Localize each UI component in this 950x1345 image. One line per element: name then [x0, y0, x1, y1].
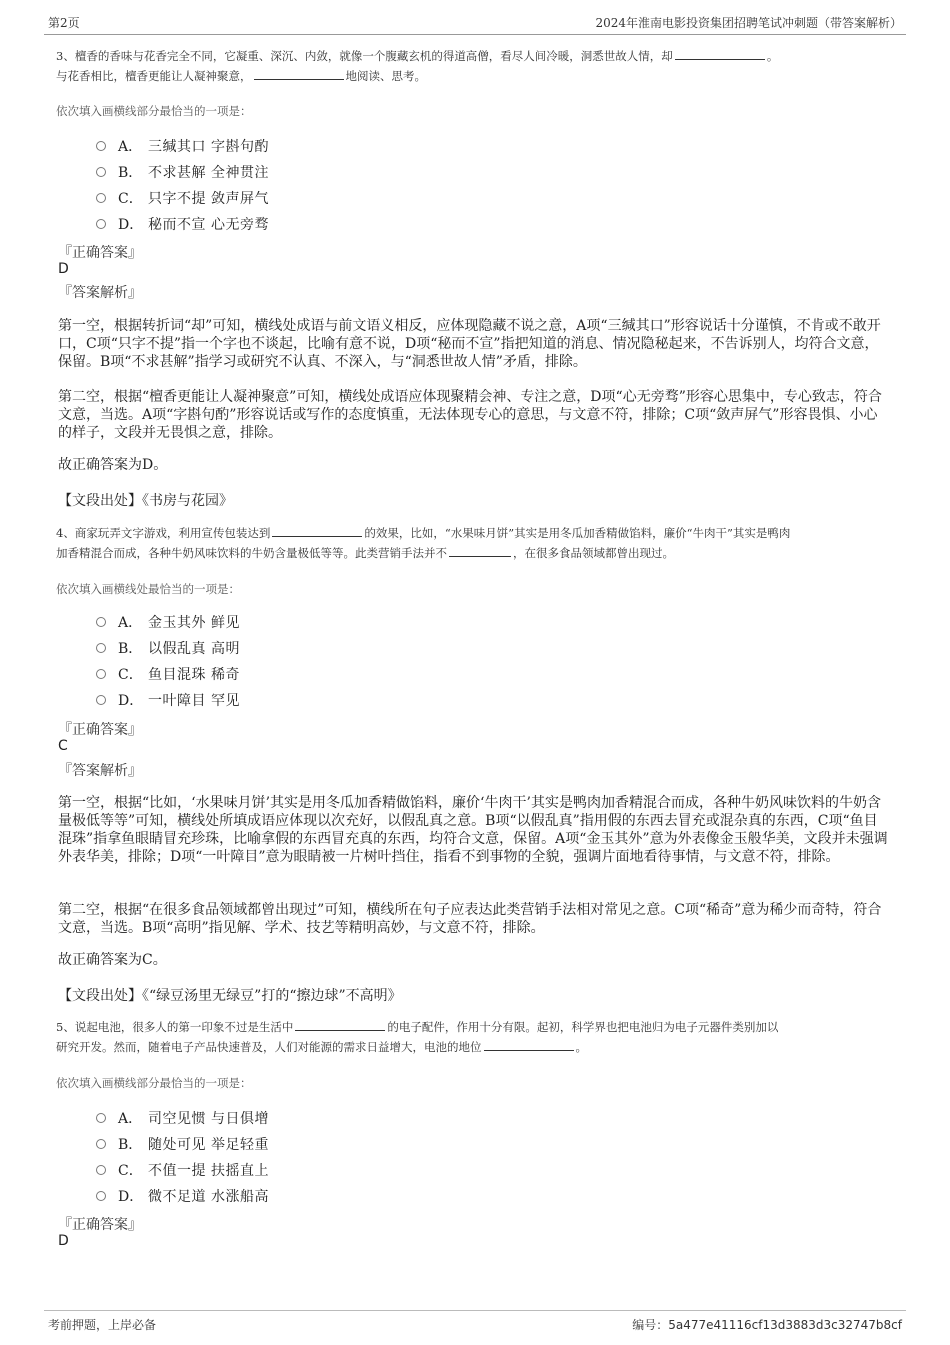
- document-code: 编号：5a477e41116cf13d3883d3c32747b8cf: [632, 1318, 902, 1332]
- question-3-stem: 3、檀香的香味与花香完全不同，它凝重、深沉、内敛，就像一个腹藏玄机的得道高僧，看尽人间冷暖，洞悉世故人情，却 。 与花香相比，檀香更能让人凝神聚意， 地阅读、思考。: [56, 49, 779, 83]
- option-d[interactable]: D． 一叶障目 罕见: [96, 687, 240, 713]
- page-header: [44, 12, 906, 35]
- fill-blank: [449, 544, 511, 557]
- fill-blank: [272, 524, 362, 537]
- question-4-prompt: 依次填入画横线处最恰当的一项是：: [56, 582, 240, 596]
- analysis-conclusion: 故正确答案为C。: [58, 952, 167, 968]
- radio-icon[interactable]: [96, 643, 106, 653]
- answer-label: 『正确答案』: [58, 245, 142, 261]
- radio-icon[interactable]: [96, 141, 106, 151]
- option-d[interactable]: D． 微不足道 水涨船高: [96, 1183, 269, 1209]
- answer-label: 『正确答案』: [58, 722, 142, 738]
- option-b[interactable]: B． 随处可见 举足轻重: [96, 1131, 269, 1157]
- analysis-label: 『答案解析』: [58, 763, 142, 779]
- radio-icon[interactable]: [96, 1139, 106, 1149]
- radio-icon[interactable]: [96, 669, 106, 679]
- option-c[interactable]: C． 只字不提 敛声屏气: [96, 185, 269, 211]
- option-c[interactable]: C． 鱼目混珠 稀奇: [96, 661, 240, 687]
- radio-icon[interactable]: [96, 193, 106, 203]
- fill-blank: [675, 47, 765, 60]
- answer-label: 『正确答案』: [58, 1217, 142, 1233]
- radio-icon[interactable]: [96, 219, 106, 229]
- question-4-options: [96, 609, 240, 713]
- option-a[interactable]: A． 金玉其外 鲜见: [96, 609, 240, 635]
- radio-icon[interactable]: [96, 167, 106, 177]
- question-3-prompt: 依次填入画横线部分最恰当的一项是：: [56, 104, 252, 118]
- question-5-stem: 5、说起电池，很多人的第一印象不过是生活中 的电子配件，作用十分有限。起初，科学界也把电池归为电子元器件类别加以 研究开发。然而，随着电子产品快速普及，人们对能源的需求日益增大，电池的地位 。: [56, 1020, 779, 1054]
- source-citation: 【文段出处】《“绿豆汤里无绿豆”打的“擦边球”不高明》: [58, 988, 402, 1004]
- footer-slogan: 考前押题，上岸必备: [48, 1318, 157, 1332]
- radio-icon[interactable]: [96, 695, 106, 705]
- option-a[interactable]: A． 司空见惯 与日俱增: [96, 1105, 269, 1131]
- question-5-options: [96, 1105, 269, 1209]
- document-title: 2024年淮南电影投资集团招聘笔试冲刺题（带答案解析）: [595, 16, 902, 30]
- answer-value: D: [58, 261, 69, 277]
- question-5-prompt: 依次填入画横线部分最恰当的一项是：: [56, 1076, 252, 1090]
- option-d[interactable]: D． 秘而不宣 心无旁骛: [96, 211, 269, 237]
- option-c[interactable]: C． 不值一提 扶摇直上: [96, 1157, 269, 1183]
- option-a[interactable]: A． 三缄其口 字斟句酌: [96, 133, 269, 159]
- question-4-stem: 4、商家玩弄文字游戏，利用宣传包装达到 的效果，比如，“水果味月饼”其实是用冬瓜加香精做馅料，廉价“牛肉干”其实是鸭肉 加香精混合而成，各种牛奶风味饮料的牛奶含量极低等等。此类营销手法并不 ，在很多食品领域都曾出现过。: [56, 526, 791, 560]
- answer-value: C: [58, 738, 68, 754]
- analysis-paragraph: 第二空，根据“檀香更能让人凝神聚意”可知，横线处成语应体现聚精会神、专注之意，D项“心无旁骛”形容心思集中，专心致志，符合文意，当选。A项“字斟句酌”形容说话或写作的态度慎重，无法体现专心的意思，与文意不符，排除；C项“敛声屏气”形容畏惧、小心的样子，文段并无畏惧之意，排除。: [58, 389, 882, 441]
- analysis-paragraph: 第一空，根据“比如，‘水果味月饼’其实是用冬瓜加香精做馅料，廉价‘牛肉干’其实是鸭肉加香精混合而成，各种牛奶风味饮料的牛奶含量极低等等”可知，横线处所填成语应体现以次充好，以假乱真之意。B项“以假乱真”指用假的东西去冒充或混杂真的东西，C项“鱼目混珠”指拿鱼眼睛冒充珍珠，比喻拿假的东西冒充真的东西，均符合文意，保留。A项“金玉其外”意为外表像金玉般华美，文段并未强调外表华美，排除；D项“一叶障目”意为眼睛被一片树叶挡住，指看不到事物的全貌，强调片面地看待事情，与文意不符，排除。: [58, 795, 888, 865]
- radio-icon[interactable]: [96, 1165, 106, 1175]
- page-number: 第2页: [48, 16, 80, 30]
- analysis-paragraph: 第一空，根据转折词“却”可知，横线处成语与前文语义相反，应体现隐藏不说之意，A项“三缄其口”形容说话十分谨慎，不肯或不敢开口，C项“只字不提”指一个字也不谈起，比喻有意不说，D项“秘而不宣”指把知道的消息、情况隐秘起来，不告诉别人，均符合文意，保留。B项“不求甚解”指学习或研究不认真、不深入，与“洞悉世故人情”矛盾，排除。: [58, 318, 881, 370]
- radio-icon[interactable]: [96, 617, 106, 627]
- source-citation: 【文段出处】《书房与花园》: [58, 493, 233, 509]
- page-footer: [44, 1310, 906, 1335]
- analysis-label: 『答案解析』: [58, 285, 142, 301]
- radio-icon[interactable]: [96, 1191, 106, 1201]
- fill-blank: [295, 1018, 385, 1031]
- analysis-conclusion: 故正确答案为D。: [58, 457, 168, 473]
- fill-blank: [484, 1038, 574, 1051]
- answer-value: D: [58, 1233, 69, 1249]
- option-b[interactable]: B． 以假乱真 高明: [96, 635, 240, 661]
- fill-blank: [254, 67, 344, 80]
- option-b[interactable]: B． 不求甚解 全神贯注: [96, 159, 269, 185]
- question-3-options: [96, 133, 269, 237]
- radio-icon[interactable]: [96, 1113, 106, 1123]
- analysis-paragraph: 第二空，根据“在很多食品领域都曾出现过”可知，横线所在句子应表达此类营销手法相对常见之意。C项“稀奇”意为稀少而奇特，符合文意，当选。B项“高明”指见解、学术、技艺等精明高妙，与文意不符，排除。: [58, 902, 882, 936]
